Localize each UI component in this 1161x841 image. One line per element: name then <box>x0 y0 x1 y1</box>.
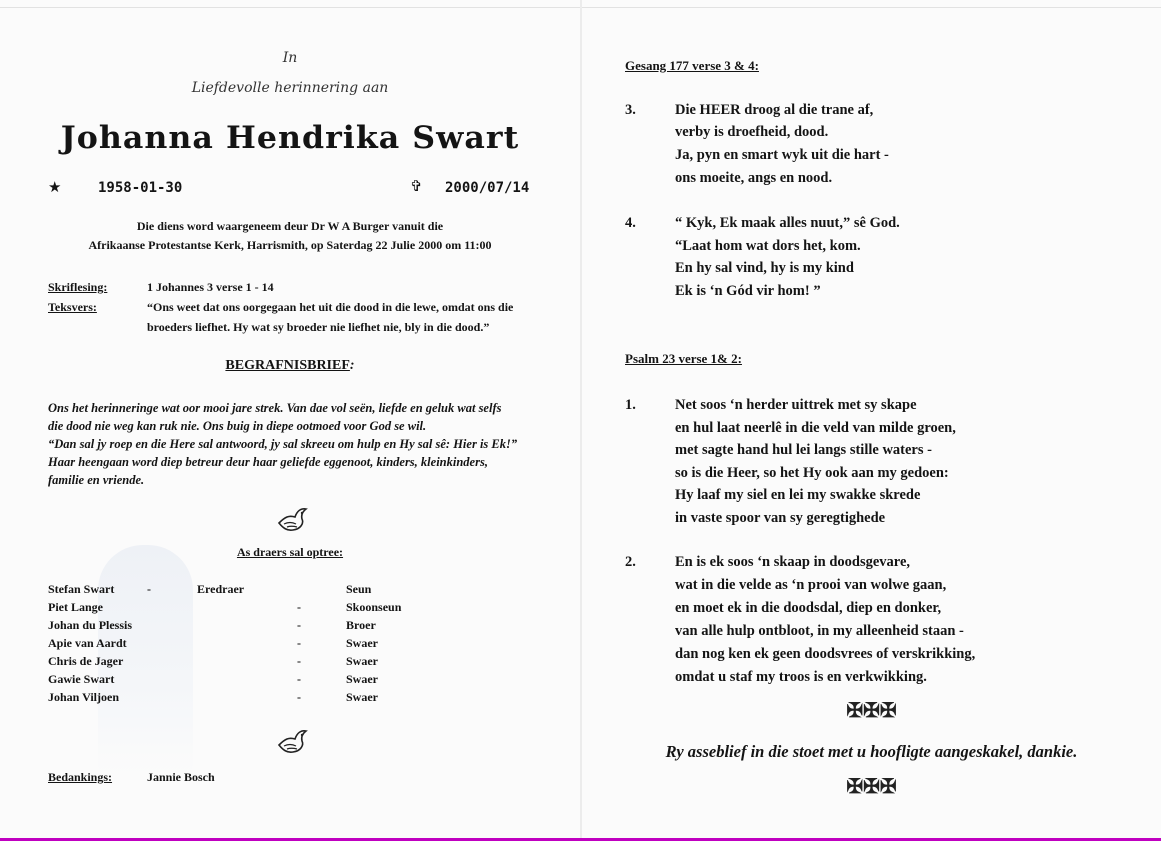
letter-line: familie en vriende. <box>48 473 145 487</box>
verse-line: Net soos ‘n herder uittrek met sy skape <box>675 397 917 413</box>
verse-line: en hul laat neerlê in die veld van milde groen, <box>675 420 956 436</box>
letter-line: Ons het herinneringe wat oor mooi jare strek. Van dae vol seën, liefde en geluk wat selfs <box>48 401 502 415</box>
bearer-dash: - <box>297 672 301 686</box>
verse-number: 3. <box>625 102 636 118</box>
dove-icon <box>275 505 309 541</box>
verse-line: wat in die velde as ‘n prooi van wolwe gaan, <box>675 577 947 593</box>
intro-line-1: In <box>282 50 298 66</box>
verse-line: “ Kyk, Ek maak alles nuut,” sê God. <box>675 215 900 231</box>
text-label: Teksvers: <box>48 300 97 314</box>
bearer-dash: - <box>297 654 301 668</box>
bearers-heading: As draers sal optree: <box>236 545 344 559</box>
verse-line: Ja, pyn en smart wyk uit die hart - <box>675 147 889 163</box>
reading-label: Skriflesing: <box>48 280 108 294</box>
crosses-icon: ✠✠✠ <box>846 776 897 798</box>
bearer-dash: - <box>147 582 151 596</box>
letter-line: die dood nie weg kan ruk nie. Ons buig in diepe ootmoed voor God se wil. <box>48 419 427 433</box>
bearer-name: Gawie Swart <box>48 672 115 686</box>
verse-line: En is ek soos ‘n skaap in doodsgevare, <box>675 554 911 570</box>
verse-line: Ek is ‘n Gód vir hom! ” <box>675 283 821 299</box>
right-page <box>582 0 1161 841</box>
verse-line: Die HEER droog al die trane af, <box>675 102 874 118</box>
verse-line: en moet ek in die doodsdal, diep en donker, <box>675 600 942 616</box>
letter-heading-text: BEGRAFNISBRIEF <box>225 358 350 373</box>
verse-number: 1. <box>625 397 636 413</box>
bearer-relation: Swaer <box>346 636 378 650</box>
dove-icon-svg <box>275 505 309 535</box>
psalm-heading: Psalm 23 verse 1& 2: <box>625 351 742 366</box>
verse-line: En hy sal vind, hy is my kind <box>675 260 854 276</box>
letter-line: “Dan sal jy roep en die Here sal antwoord, jy sal skreeu om hulp en Hy sal sê: Hier is Ek!” <box>48 437 518 451</box>
verse-number: 4. <box>625 215 636 231</box>
bearer-role: Eredraer <box>197 582 245 596</box>
bearer-name: Apie van Aardt <box>48 636 127 650</box>
closing-note: Ry asseblief in die stoet met u hoofligte aangeskakel, dankie. <box>665 742 1078 761</box>
verse-line: in vaste spoor van sy geregtighede <box>675 510 886 526</box>
bearer-name: Piet Lange <box>48 600 103 614</box>
bearer-dash: - <box>297 636 301 650</box>
death-date: 2000/07/14 <box>445 180 530 196</box>
letter-heading <box>0 358 580 374</box>
verse-line: dan nog ken ek geen doodsvrees of verskrikking, <box>675 646 976 662</box>
verse-line: omdat u staf my troos is en verkwikking. <box>675 669 927 685</box>
intro-line-2: Liefdevolle herinnering aan <box>191 80 389 96</box>
hymn-heading: Gesang 177 verse 3 & 4: <box>625 58 759 73</box>
verse-number: 2. <box>625 554 636 570</box>
verse-line: Hy laaf my siel en lei my swakke skrede <box>675 487 921 503</box>
text-value-line-1: “Ons weet dat ons oorgegaan het uit die dood in die lewe, omdat ons die <box>147 300 514 314</box>
birth-date: 1958-01-30 <box>98 180 183 196</box>
verse-line: van alle hulp ontbloot, in my alleenheid staan - <box>675 623 964 639</box>
service-line-2: Afrikaanse Protestantse Kerk, Harrismith, op Saterdag 22 Julie 2000 om 11:00 <box>88 238 492 252</box>
birth-star-icon: ★ <box>48 180 62 196</box>
bearer-relation: Broer <box>346 618 376 632</box>
thanks-value: Jannie Bosch <box>147 770 215 784</box>
reading-value: 1 Johannes 3 verse 1 - 14 <box>147 280 274 294</box>
verse-line: verby is droefheid, dood. <box>675 124 829 140</box>
bearer-relation: Swaer <box>346 654 378 668</box>
text-value-line-2: broeders liefhet. Hy wat sy broeder nie liefhet nie, bly in die dood.” <box>147 320 490 334</box>
thanks-label: Bedankings: <box>48 770 113 784</box>
crosses-icon: ✠✠✠ <box>846 700 897 722</box>
bearer-dash: - <box>297 690 301 704</box>
bearer-relation: Swaer <box>346 672 378 686</box>
verse-line: met sagte hand hul lei langs stille waters - <box>675 442 932 458</box>
letter-heading-suffix: : <box>349 358 355 373</box>
bearer-dash: - <box>297 600 301 614</box>
bearer-name: Johan du Plessis <box>48 618 133 632</box>
dove-icon-svg <box>275 727 309 757</box>
verse-line: “Laat hom wat dors het, kom. <box>675 238 861 254</box>
dove-icon <box>275 727 309 763</box>
bearer-name: Johan Viljoen <box>48 690 120 704</box>
verse-line: so is die Heer, so het Hy ook aan my gedoen: <box>675 465 949 481</box>
deceased-name: Johanna Hendrika Swart <box>60 120 520 156</box>
death-cross-icon: ✞ <box>410 179 423 195</box>
bearer-name: Chris de Jager <box>48 654 124 668</box>
service-line-1: Die diens word waargeneem deur Dr W A Burger vanuit die <box>136 219 444 233</box>
bearer-relation: Swaer <box>346 690 378 704</box>
bearer-name: Stefan Swart <box>48 582 115 596</box>
letter-line: Haar heengaan word diep betreur deur haar geliefde eggenoot, kinders, kleinkinders, <box>48 455 488 469</box>
bearer-relation: Skoonseun <box>346 600 402 614</box>
verse-line: ons moeite, angs en nood. <box>675 170 833 186</box>
bearer-relation: Seun <box>346 582 372 596</box>
left-page <box>0 0 580 841</box>
bearer-dash: - <box>297 618 301 632</box>
